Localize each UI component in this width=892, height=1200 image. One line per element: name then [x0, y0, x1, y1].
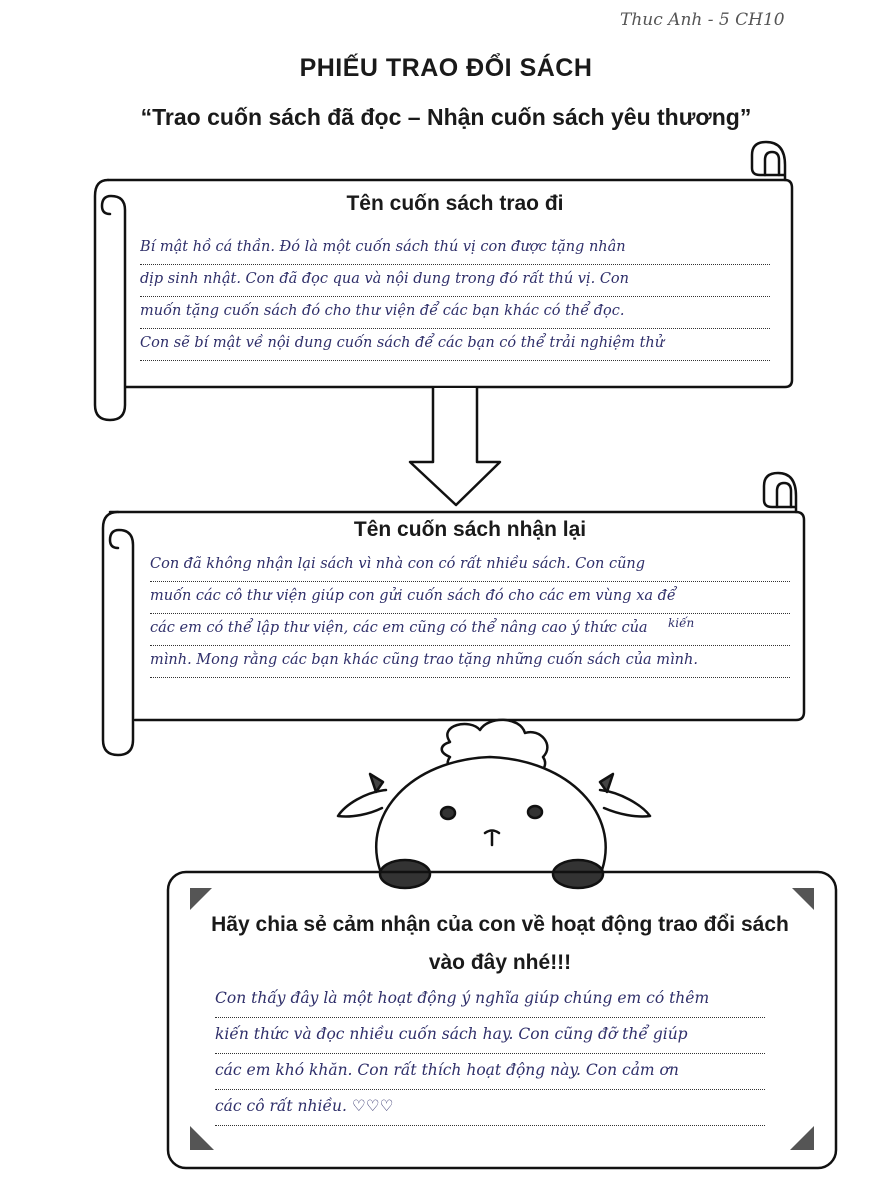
answer-line: muốn tặng cuốn sách đó cho thư viện để các bạn khác có thể đọc. — [140, 297, 770, 329]
received-book-heading: Tên cuốn sách nhận lại — [353, 518, 587, 541]
answer-line: mình. Mong rằng các bạn khác cũng trao tặng những cuốn sách của mình. — [150, 646, 790, 678]
answer-line: kiến thức và đọc nhiều cuốn sách hay. Con cũng đỡ thể giúp — [215, 1018, 765, 1054]
sheep-mascot-icon — [338, 720, 650, 888]
answer-line: các em khó khăn. Con rất thích hoạt động này. Con cảm ơn — [215, 1054, 765, 1090]
answer-line: Con thấy đây là một hoạt động ý nghĩa giúp chúng em có thêm — [215, 982, 765, 1018]
student-name-note: Thuc Anh - 5 CH10 — [620, 10, 785, 30]
feedback-answer — [215, 982, 765, 1126]
answer-line: Con đã không nhận lại sách vì nhà con có rất nhiều sách. Con cũng — [150, 550, 790, 582]
answer-line: Bí mật hồ cá thần. Đó là một cuốn sách thú vị con được tặng nhân — [140, 233, 770, 265]
answer-line: muốn các cô thư viện giúp con gửi cuốn sách đó cho các em vùng xa để — [150, 582, 790, 614]
feedback-heading — [190, 906, 810, 982]
received-book-answer — [150, 550, 790, 678]
down-arrow-icon — [410, 388, 500, 505]
feedback-heading-line: Hãy chia sẻ cảm nhận của con về hoạt động trao đổi sách — [211, 913, 789, 936]
page-subtitle: “Trao cuốn sách đã đọc – Nhận cuốn sách yêu thương” — [140, 104, 752, 130]
handwritten-insertion: kiến — [668, 616, 695, 630]
feedback-heading-line: vào đây nhé!!! — [428, 951, 572, 974]
answer-line: Con sẽ bí mật về nội dung cuốn sách để các bạn có thể trải nghiệm thử — [140, 329, 770, 361]
answer-line: các cô rất nhiều. ♡♡♡ — [215, 1090, 765, 1126]
page-title: PHIẾU TRAO ĐỔI SÁCH — [299, 54, 593, 82]
given-book-heading: Tên cuốn sách trao đi — [346, 192, 564, 215]
answer-line: các em có thể lập thư viện, các em cũng có thể nâng cao ý thức của — [150, 614, 790, 646]
given-book-answer — [140, 233, 770, 361]
answer-line: dịp sinh nhật. Con đã đọc qua và nội dung trong đó rất thú vị. Con — [140, 265, 770, 297]
